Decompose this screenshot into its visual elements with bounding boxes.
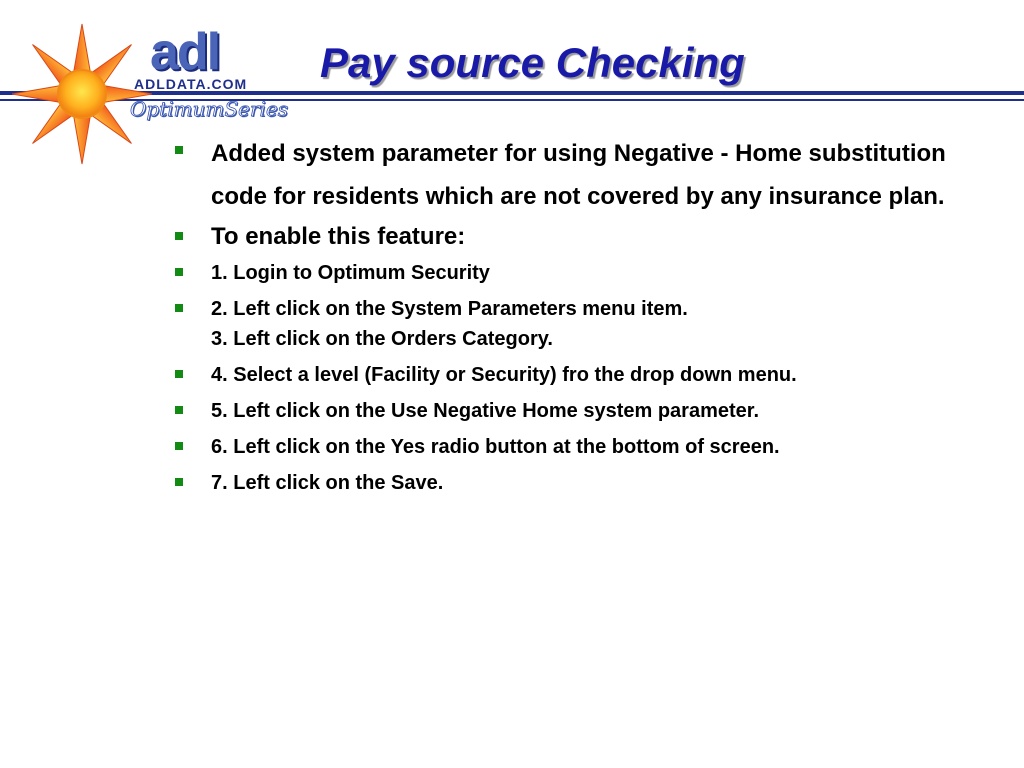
square-bullet-icon bbox=[175, 370, 183, 378]
bullet-list bbox=[172, 132, 962, 498]
list-item-text-continued: 3. Left click on the Orders Category. bbox=[211, 328, 553, 350]
logo-series: OptimumSeries bbox=[130, 97, 289, 121]
list-item-text: 7. Left click on the Save. bbox=[211, 472, 444, 494]
list-item bbox=[172, 222, 962, 252]
list-item bbox=[172, 360, 962, 390]
square-bullet-icon bbox=[175, 478, 183, 486]
sun-icon bbox=[10, 20, 160, 170]
list-item-text: 5. Left click on the Use Negative Home system parameter. bbox=[211, 400, 759, 422]
square-bullet-icon bbox=[175, 442, 183, 450]
list-item bbox=[172, 432, 962, 462]
list-item-text: 6. Left click on the Yes radio button at the bottom of screen. bbox=[211, 436, 780, 458]
list-item bbox=[172, 258, 962, 288]
list-item-text: 4. Select a level (Facility or Security) fro the drop down menu. bbox=[211, 364, 797, 386]
square-bullet-icon bbox=[175, 232, 183, 240]
list-item bbox=[172, 396, 962, 426]
list-item bbox=[172, 468, 962, 498]
list-item-text: 1. Login to Optimum Security bbox=[211, 262, 490, 284]
square-bullet-icon bbox=[175, 406, 183, 414]
list-item-text: Added system parameter for using Negative - Home substitution code for residents which are not covered by any insurance plan. bbox=[211, 140, 946, 210]
logo-domain: ADLDATA.COM bbox=[134, 76, 248, 92]
list-item-text: To enable this feature: bbox=[211, 223, 466, 250]
square-bullet-icon bbox=[175, 304, 183, 312]
list-item bbox=[172, 294, 962, 354]
list-item bbox=[172, 132, 962, 218]
square-bullet-icon bbox=[175, 268, 183, 276]
square-bullet-icon bbox=[175, 146, 183, 154]
page-title: Pay source Checking bbox=[320, 39, 745, 86]
list-item-text: 2. Left click on the System Parameters menu item. bbox=[211, 298, 688, 320]
logo-brand: adl bbox=[150, 23, 220, 81]
